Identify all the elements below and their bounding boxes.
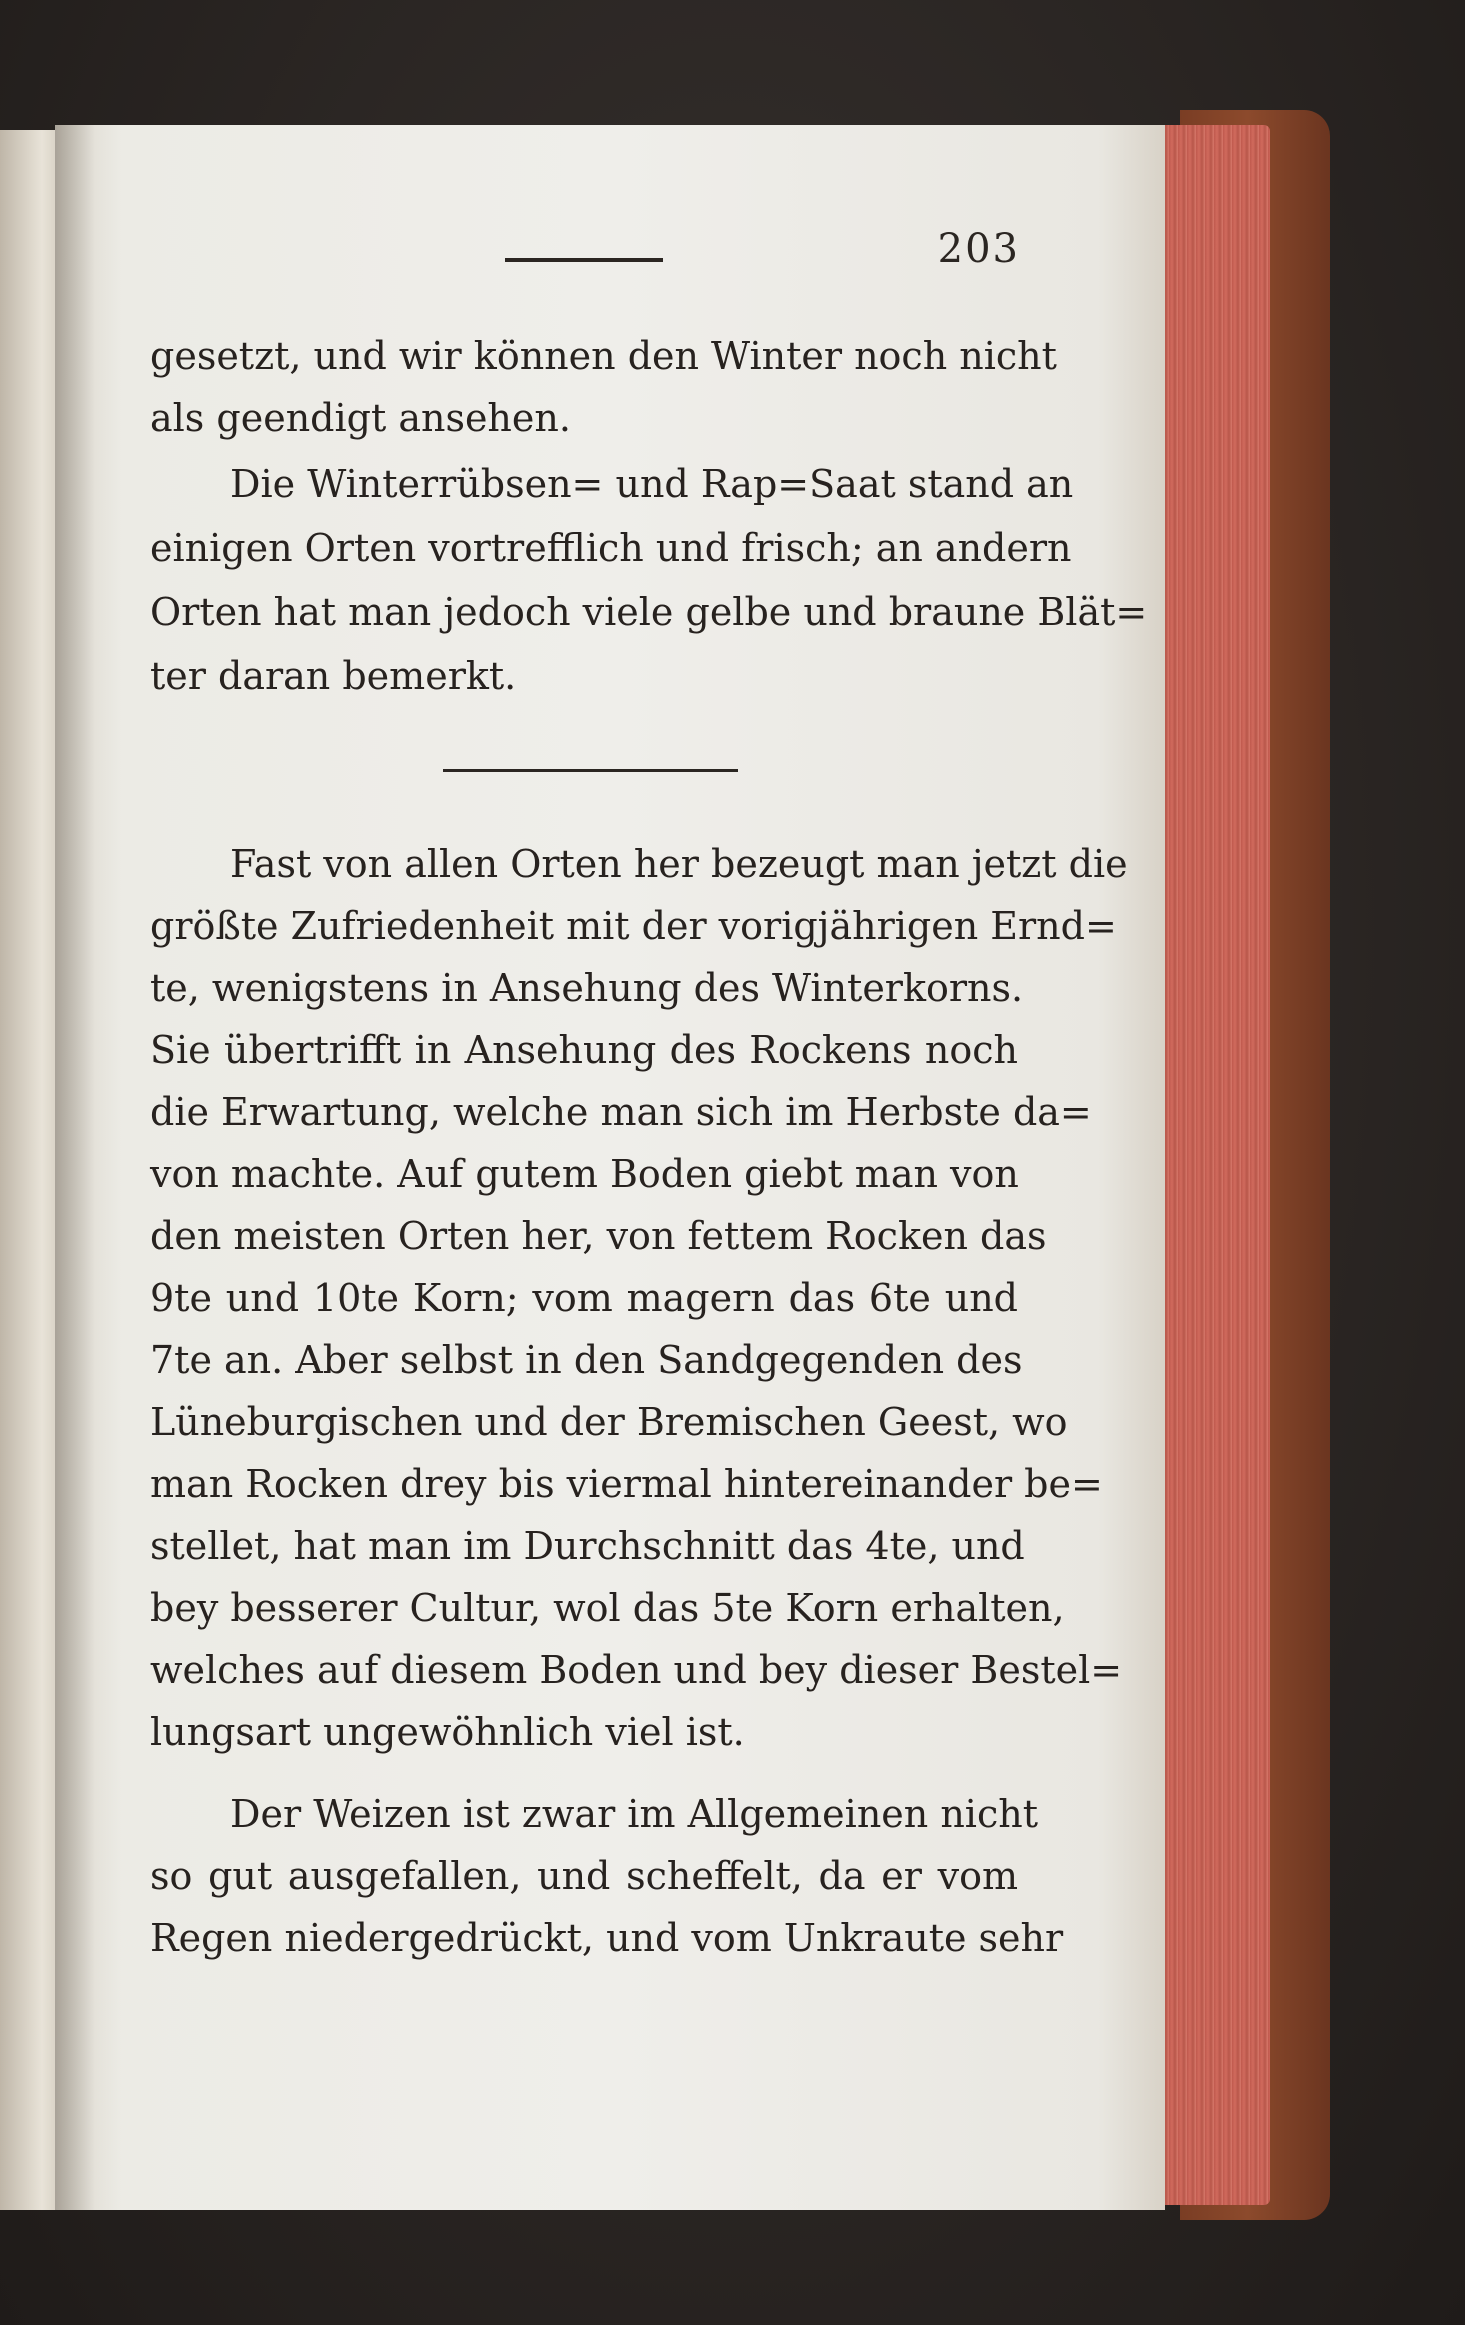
text-line: die Erwartung, welche man sich im Herbste da=	[150, 1090, 1092, 1134]
text-line: bey besserer Cultur, wol das 5te Korn erhalten,	[150, 1586, 1065, 1630]
text-line: lungsart ungewöhnlich viel ist.	[150, 1710, 745, 1754]
facing-page-sliver	[0, 130, 60, 2210]
text-line: so gut ausgefallen, und scheffelt, da er vom	[150, 1854, 1018, 1898]
text-line: Sie übertrifft in Ansehung des Rockens noch	[150, 1028, 1018, 1072]
page-number: 203	[937, 226, 1020, 272]
text-line: 7te an. Aber selbst in den Sandgegenden des	[150, 1338, 1023, 1382]
text-line: Regen niedergedrückt, und vom Unkraute sehr	[150, 1916, 1064, 1960]
text-line: Lüneburgischen und der Bremischen Geest, wo	[150, 1400, 1068, 1444]
section-divider	[443, 769, 738, 772]
text-line: von machte. Auf gutem Boden giebt man von	[150, 1152, 1019, 1196]
header-rule	[505, 258, 663, 262]
text-line: als geendigt ansehen.	[150, 396, 571, 440]
text-line: te, wenigstens in Ansehung des Winterkorns.	[150, 966, 1024, 1010]
text-line: den meisten Orten her, von fettem Rocken das	[150, 1214, 1047, 1258]
page-edges	[1160, 125, 1270, 2205]
text-line: größte Zufriedenheit mit der vorigjährigen Ernd=	[150, 904, 1117, 948]
text-line: Die Winterrübsen= und Rap=Saat stand an	[230, 462, 1074, 506]
text-line: ter daran bemerkt.	[150, 654, 517, 698]
text-line: Orten hat man jedoch viele gelbe und braune Blät=	[150, 590, 1148, 634]
text-line: man Rocken drey bis viermal hintereinander be=	[150, 1462, 1103, 1506]
text-line: stellet, hat man im Durchschnitt das 4te, und	[150, 1524, 1025, 1568]
text-line: gesetzt, und wir können den Winter noch nicht	[150, 334, 1057, 378]
text-line: welches auf diesem Boden und bey dieser Bestel=	[150, 1648, 1123, 1692]
text-line: Der Weizen ist zwar im Allgemeinen nicht	[230, 1792, 1038, 1836]
text-line: 9te und 10te Korn; vom magern das 6te und	[150, 1276, 1018, 1320]
gutter-shadow	[55, 125, 95, 2210]
text-line: einigen Orten vortrefflich und frisch; an andern	[150, 526, 1072, 570]
text-line: Fast von allen Orten her bezeugt man jetzt die	[230, 842, 1128, 886]
